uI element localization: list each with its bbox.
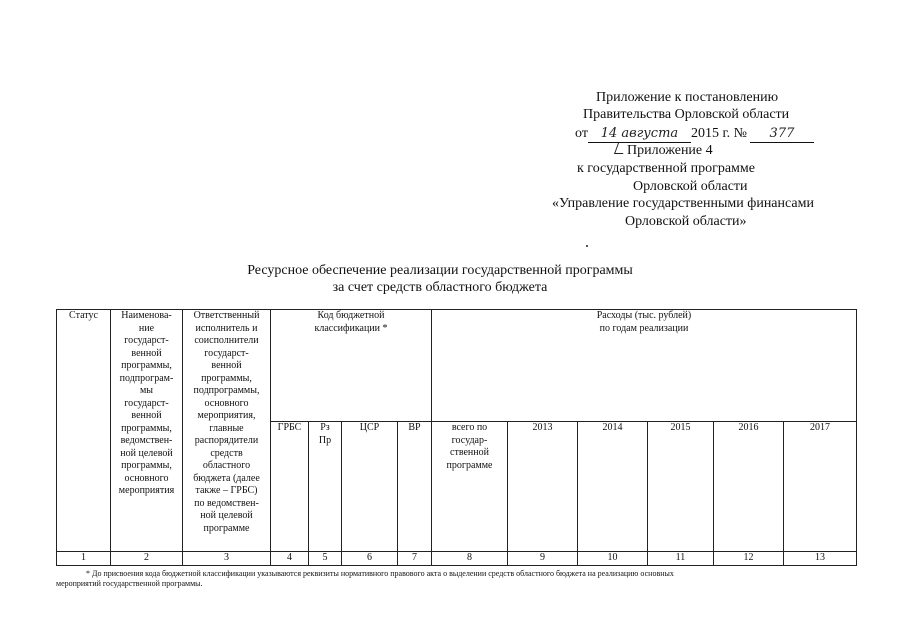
appendix-4-label: Приложение 4 (627, 143, 713, 158)
col-number: 13 (784, 552, 857, 566)
header-total: всего по государ- ственной программе (432, 422, 508, 552)
header-year-2013: 2013 (508, 422, 578, 552)
checkmark-icon (614, 143, 627, 154)
col-number: 9 (508, 552, 578, 566)
col-number: 12 (714, 552, 784, 566)
appendix-4-line (616, 143, 713, 159)
footnote (56, 569, 856, 589)
col-number: 11 (648, 552, 714, 566)
col-number: 3 (183, 552, 271, 566)
header-csr: ЦСР (342, 422, 398, 552)
col-number: 10 (578, 552, 648, 566)
header-expenses: Расходы (тыс. рублей) по годам реализации (432, 310, 857, 422)
resource-table (56, 309, 857, 566)
program-line-3: «Управление государственными финансами (552, 196, 814, 211)
header-budget-code: Код бюджетной классификации * (271, 310, 432, 422)
footnote-line-1: * До присвоения кода бюджетной классификации указываются реквизиты нормативного правового акта о выделении средств областного бюджета на реализацию основных (86, 569, 674, 578)
header-grbs: ГРБС (271, 422, 309, 552)
col-number: 5 (309, 552, 342, 566)
header-vr: ВР (398, 422, 432, 552)
appendix-date-line (575, 126, 814, 143)
appendix-line-1: Приложение к постановлению (596, 90, 779, 105)
program-line-2: Орловской области (633, 179, 748, 194)
col-number: 1 (57, 552, 111, 566)
footnote-line-2: мероприятий государственной программы. (56, 579, 203, 588)
col-number: 7 (398, 552, 432, 566)
col-number: 2 (111, 552, 183, 566)
header-rzpr: Рз Пр (309, 422, 342, 552)
year-number-label: 2015 г. № (690, 126, 747, 141)
appendix-line-2: Правительства Орловской области (583, 107, 790, 122)
program-line-4: Орловской области» (625, 214, 747, 229)
header-year-2016: 2016 (714, 422, 784, 552)
document-subtitle: за счет средств областного бюджета (332, 280, 548, 295)
document-title: Ресурсное обеспечение реализации государственной программы (247, 263, 633, 278)
col-number: 8 (432, 552, 508, 566)
header-year-2017: 2017 (784, 422, 857, 552)
handwritten-date: 14 августа (588, 126, 691, 143)
header-year-2014: 2014 (578, 422, 648, 552)
header-status: Статус (57, 310, 111, 552)
handwritten-number: 377 (750, 126, 814, 143)
date-prefix: от (575, 126, 588, 141)
header-name: Наименова- ние государст- венной программы, подпрограм- мы государст- венной программы, ведомствен- ной целевой программы, основного мероприятия (111, 310, 183, 552)
col-number: 6 (342, 552, 398, 566)
col-number: 4 (271, 552, 309, 566)
program-line-1: к государственной программе (577, 161, 755, 176)
scan-speck (586, 245, 588, 247)
header-responsible: Ответственный исполнитель и соисполнители государст- венной программы, подпрограммы, основного мероприятия, главные распорядители средств областного бюджета (далее также – ГРБС) по ведомствен- ной целевой программе (183, 310, 271, 552)
header-year-2015: 2015 (648, 422, 714, 552)
